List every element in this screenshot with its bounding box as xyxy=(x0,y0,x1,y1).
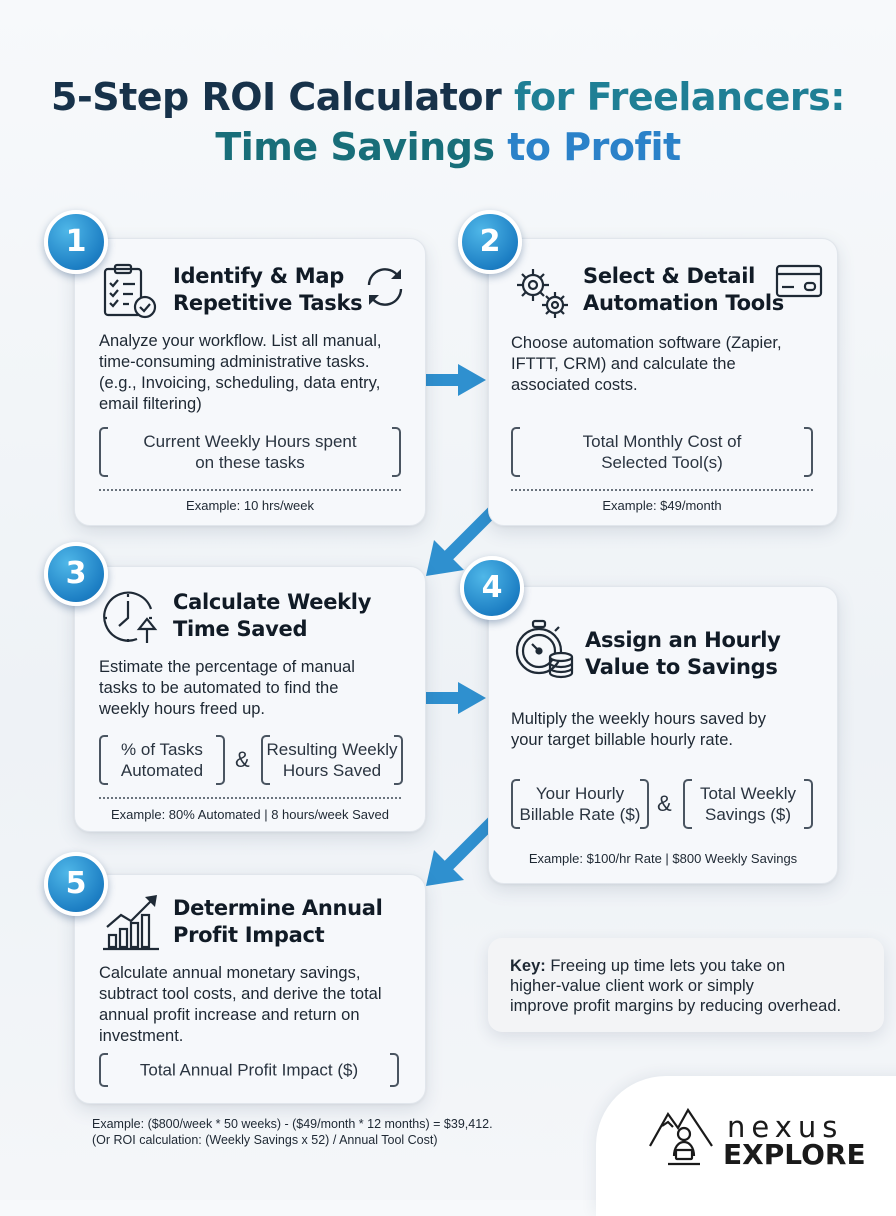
step-title: Assign an Hourly Value to Savings xyxy=(585,628,781,679)
divider xyxy=(99,489,401,491)
key-note: Key: Freeing up time lets you take on higher-value client work or simply improve profit margins by reducing overhead. xyxy=(488,938,884,1032)
divider xyxy=(99,797,401,799)
step-description: Multiply the weekly hours saved by your target billable hourly rate. xyxy=(511,710,766,749)
weekly-hours-saved-field[interactable]: Resulting Weekly Hours Saved xyxy=(261,735,403,785)
step-description: Analyze your workflow. List all manual, time-consuming administrative tasks. (e.g., Invoicing, scheduling, data entry, email filtering) xyxy=(99,332,382,413)
hourly-rate-field[interactable]: Your Hourly Billable Rate ($) xyxy=(511,779,649,829)
step-title: Determine Annual Profit Impact xyxy=(173,896,383,947)
step-card-1 xyxy=(74,238,426,526)
annual-profit-field[interactable]: Total Annual Profit Impact ($) xyxy=(99,1053,399,1087)
step-badge-1: 1 xyxy=(44,210,108,274)
brand-name-bottom: EXPLORE xyxy=(723,1138,866,1171)
example-text: Example: $100/hr Rate | $800 Weekly Savings xyxy=(528,851,798,866)
page-title xyxy=(0,72,896,172)
step-card-2 xyxy=(488,238,838,526)
credit-card-icon xyxy=(775,263,823,299)
footnote-example: Example: ($800/week * 50 weeks) - ($49/month * 12 months) = $39,412. (Or ROI calculation: (Weekly Savings x 52) / Annual Tool Cost) xyxy=(92,1117,493,1147)
stopwatch-coins-icon xyxy=(511,617,577,683)
growth-chart-icon xyxy=(101,891,161,951)
mountain-person-logo-icon xyxy=(648,1102,720,1172)
example-text: Example: 80% Automated | 8 hours/week Saved xyxy=(111,807,389,822)
brand-name-top: nexus xyxy=(727,1110,844,1144)
divider xyxy=(511,489,813,491)
monthly-tool-cost-field[interactable]: Total Monthly Cost of Selected Tool(s) xyxy=(511,427,813,477)
step-badge-4: 4 xyxy=(460,556,524,620)
example-text: Example: $49/month xyxy=(602,498,722,513)
weekly-savings-field[interactable]: Total Weekly Savings ($) xyxy=(683,779,813,829)
step-title: Select & Detail Automation Tools xyxy=(583,264,784,315)
step-description: Calculate annual monetary savings, subtract tool costs, and derive the total annual profit increase and return on investment. xyxy=(99,964,382,1045)
ampersand: & xyxy=(235,747,250,772)
step-card-4 xyxy=(488,586,838,884)
step-description: Estimate the percentage of manual tasks to be automated to find the weekly hours freed up. xyxy=(99,658,355,718)
step-badge-3: 3 xyxy=(44,542,108,606)
step-card-3 xyxy=(74,566,426,832)
clipboard-checklist-icon xyxy=(99,261,159,321)
weekly-hours-field[interactable]: Current Weekly Hours spent on these tasks xyxy=(99,427,401,477)
example-text: Example: 10 hrs/week xyxy=(186,498,314,513)
step-description: Choose automation software (Zapier, IFTTT, CRM) and calculate the associated costs. xyxy=(511,334,782,394)
arrow-right-icon xyxy=(424,362,488,398)
arrow-right-icon xyxy=(424,680,488,716)
step-badge-5: 5 xyxy=(44,852,108,916)
clock-arrow-icon xyxy=(99,587,161,649)
refresh-cycle-icon xyxy=(361,263,409,311)
title-line-1: 5-Step ROI Calculator for Freelancers: xyxy=(51,75,845,119)
title-line-2: Time Savings to Profit xyxy=(215,125,681,169)
step-badge-2: 2 xyxy=(458,210,522,274)
gears-icon xyxy=(511,261,573,323)
step-title: Calculate Weekly Time Saved xyxy=(173,590,372,641)
percent-automated-field[interactable]: % of Tasks Automated xyxy=(99,735,225,785)
step-title: Identify & Map Repetitive Tasks xyxy=(173,264,363,315)
step-card-5 xyxy=(74,874,426,1104)
ampersand: & xyxy=(657,791,672,816)
